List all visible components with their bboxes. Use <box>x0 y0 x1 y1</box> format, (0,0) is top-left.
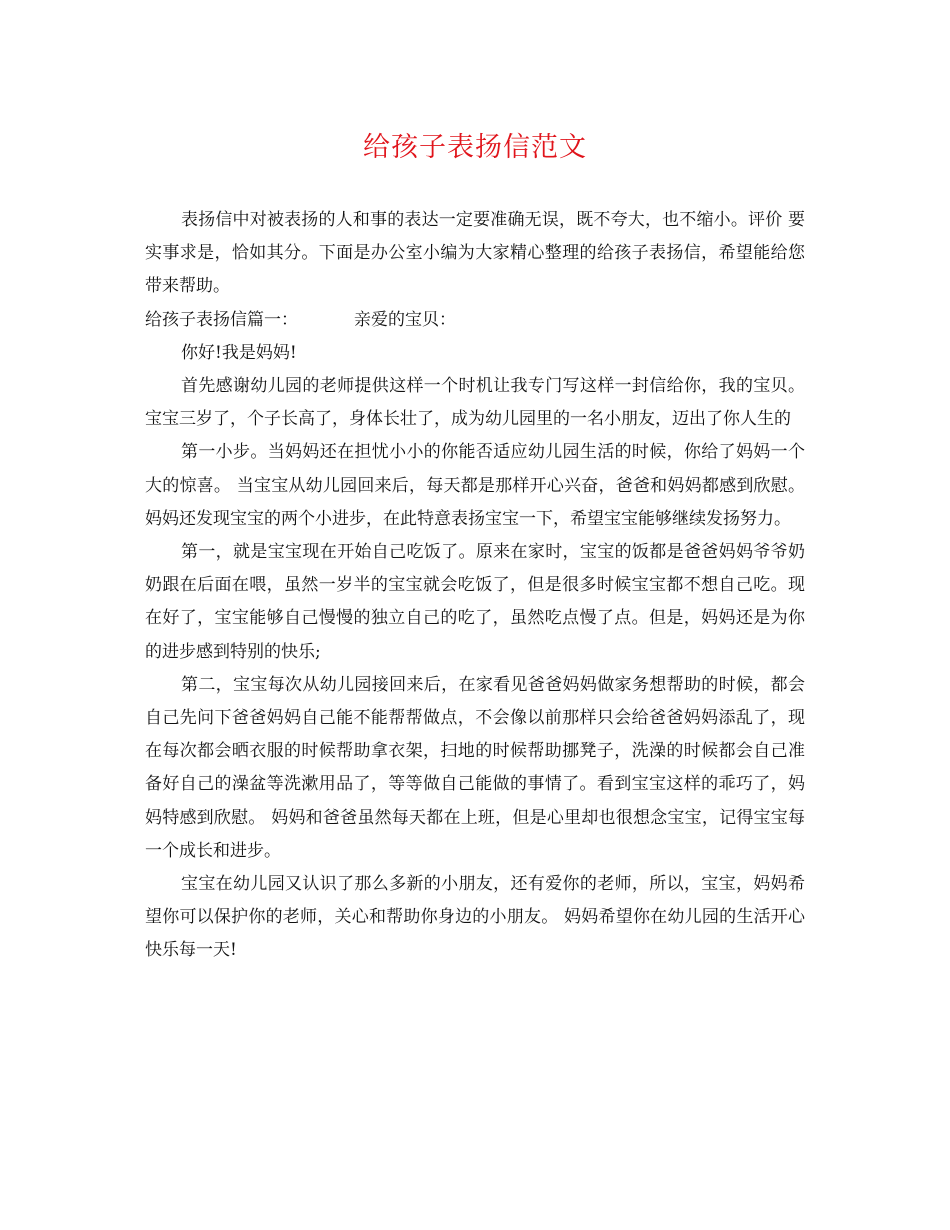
body-paragraph: 第二，宝宝每次从幼儿园接回来后，在家看见爸爸妈妈做家务想帮助的时候，都会自己先问下爸爸妈妈自己能不能帮帮做点，不会像以前那样只会给爸爸妈妈添乱了，现在每次都会晒衣服的时候帮助拿衣架，扫地的时候帮助挪凳子，洗澡的时候都会自己准备好自己的澡盆等洗漱用品了，等等做自己能做的事情了。看到宝宝这样的乖巧了，妈妈特感到欣慰。 妈妈和爸爸虽然每天都在上班，但是心里却也很想念宝宝，记得宝宝每一个成长和进步。 <box>145 674 805 861</box>
body-paragraph: 宝宝在幼儿园又认识了那么多新的小朋友，还有爱你的老师，所以，宝宝，妈妈希望你可以保护你的老师，关心和帮助你身边的小朋友。 妈妈希望你在幼儿园的生活开心快乐每一天! <box>145 874 805 961</box>
intro-paragraph: 表扬信中对被表扬的人和事的表达一定要准确无误，既不夸大，也不缩小。评价 要实事求是，恰如其分。下面是办公室小编为大家精心整理的给孩子表扬信，希望能给您带来帮助。 <box>145 210 805 297</box>
salutation: 亲爱的宝贝： <box>354 309 456 330</box>
document-body <box>145 204 805 968</box>
section-heading: 给孩子表扬信篇一： <box>145 309 298 330</box>
body-paragraph: 首先感谢幼儿园的老师提供这样一个时机让我专门写这样一封信给你，我的宝贝。 宝宝三岁了，个子长高了，身体长壮了，成为幼儿园里的一名小朋友，迈出了你人生的 <box>145 376 805 430</box>
body-paragraph: 第一，就是宝宝现在开始自己吃饭了。原来在家时，宝宝的饭都是爸爸妈妈爷爷奶奶跟在后面在喂，虽然一岁半的宝宝就会吃饭了，但是很多时候宝宝都不想自己吃。现在好了，宝宝能够自己慢慢的独立自己的吃了，虽然吃点慢了点。但是，妈妈还是为你的进步感到特别的快乐; <box>145 542 805 662</box>
body-paragraph: 第一小步。当妈妈还在担忧小小的你能否适应幼儿园生活的时候，你给了妈妈一个大的惊喜。 当宝宝从幼儿园回来后，每天都是那样开心兴奋，爸爸和妈妈都感到欣慰。妈妈还发现宝宝的两个小进步，在此特意表扬宝宝一下，希望宝宝能够继续发扬努力。 <box>145 442 805 529</box>
section-heading-line <box>145 304 805 337</box>
greeting: 你好!我是妈妈! <box>181 342 297 363</box>
document-title: 给孩子表扬信范文 <box>363 132 587 163</box>
